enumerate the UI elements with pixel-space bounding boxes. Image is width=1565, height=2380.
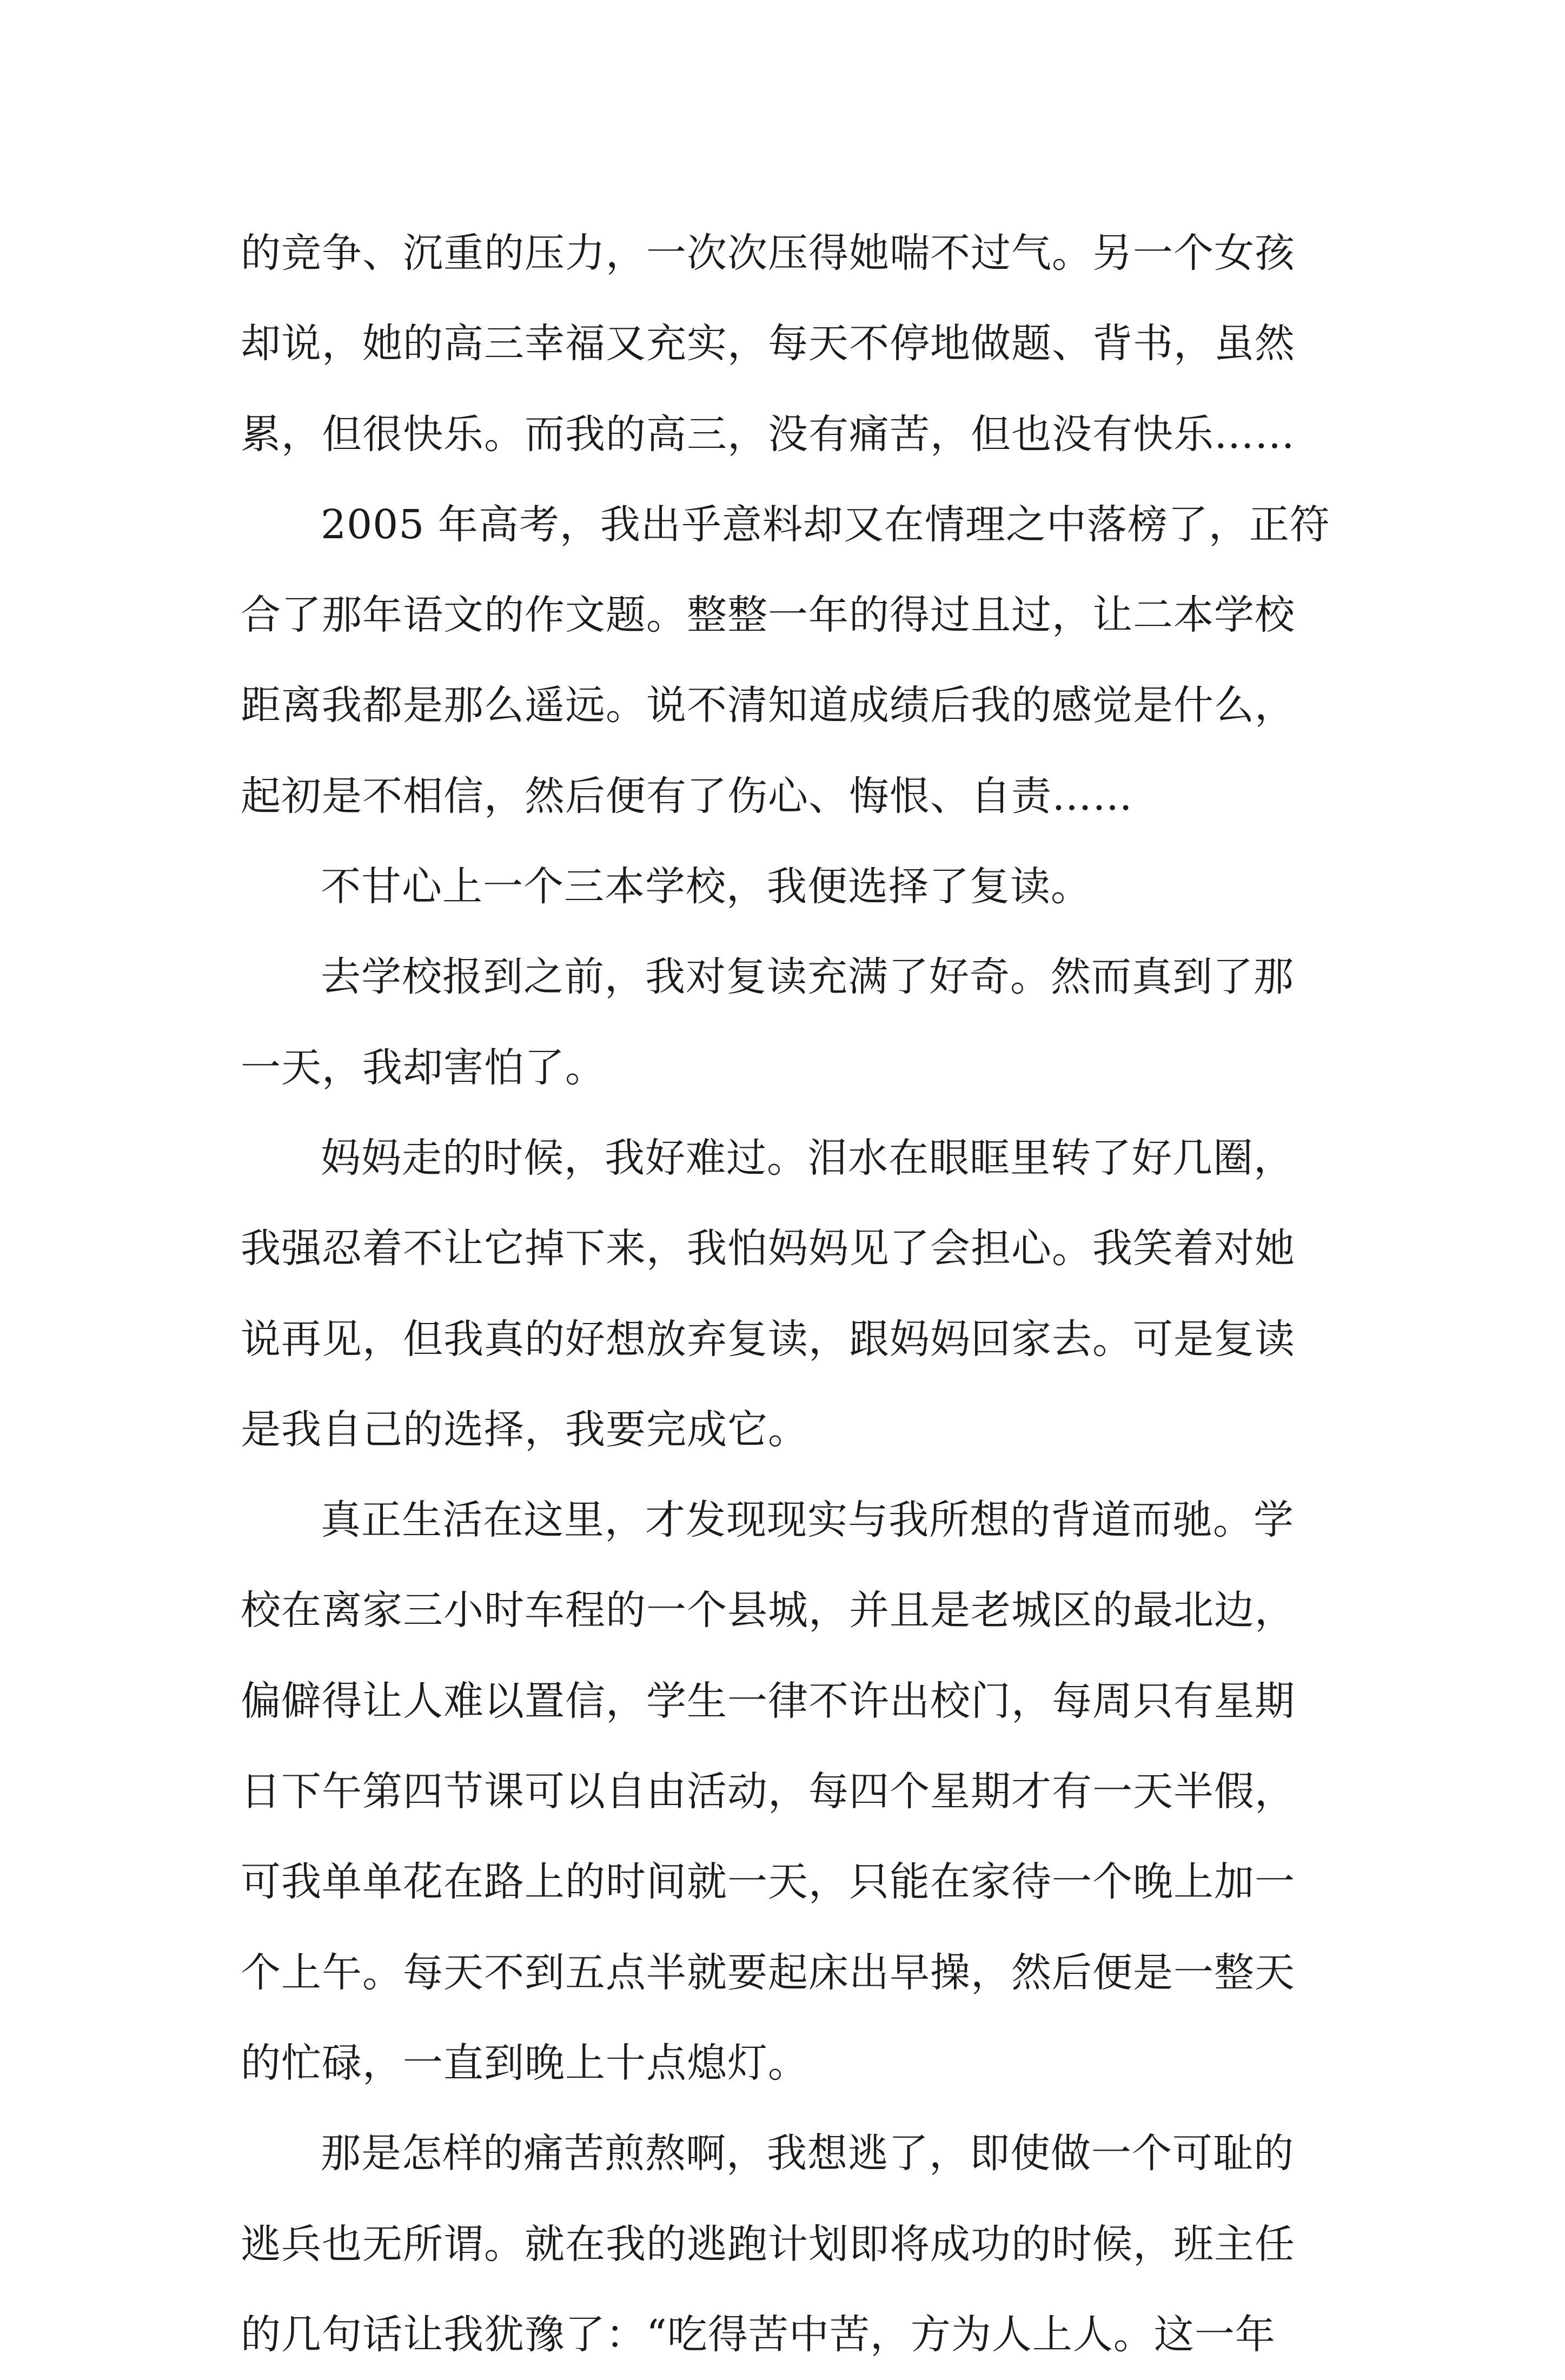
text-line: 偏僻得让人难以置信，学生一律不许出校门，每周只有星期 (241, 1677, 1295, 1724)
body-text (241, 208, 1328, 2380)
paragraph-first-line: 真正生活在这里，才发现现实与我所想的背道而驰。学 (321, 1497, 1294, 1544)
text-line: 的竞争、沉重的压力，一次次压得她喘不过气。另一个女孩 (241, 230, 1295, 276)
text-line: 一天，我却害怕了。 (241, 1044, 606, 1091)
text-line: 距离我都是那么遥远。说不清知道成绩后我的感觉是什么， (241, 682, 1295, 729)
paragraph-first-line: 不甘心上一个三本学校，我便选择了复读。 (321, 863, 1091, 910)
text-line: 说再见，但我真的好想放弃复读，跟妈妈回家去。可是复读 (241, 1315, 1295, 1363)
text-line: 可我单单花在路上的时间就一天，只能在家待一个晚上加一 (241, 1859, 1295, 1906)
paragraph-first-line: 那是怎样的痛苦煎熬啊，我想逃了，即使做一个可耻的 (321, 2130, 1294, 2177)
text-line: 起初是不相信，然后便有了伤心、悔恨、自责…… (241, 772, 1133, 819)
text-line: 累，但很快乐。而我的高三，没有痛苦，但也没有快乐…… (241, 411, 1295, 458)
text-line: 逃兵也无所谓。就在我的逃跑计划即将成功的时候，班主任 (241, 2220, 1295, 2267)
text-line: 的忙碌，一直到晚上十点熄灯。 (241, 2039, 808, 2086)
text-line: 我强忍着不让它掉下来，我怕妈妈见了会担心。我笑着对她 (241, 1225, 1295, 1272)
text-line: 却说，她的高三幸福又充实，每天不停地做题、背书，虽然 (241, 320, 1295, 367)
text-line: 日下午第四节课可以自由活动，每四个星期才有一天半假， (241, 1768, 1295, 1815)
paragraph-first-line: 去学校报到之前，我对复读充满了好奇。然而真到了那 (321, 954, 1294, 1001)
text-line: 个上午。每天不到五点半就要起床出早操，然后便是一整天 (241, 1949, 1295, 1996)
text-line: 是我自己的选择，我要完成它。 (241, 1406, 808, 1453)
text-line: 的几句话让我犹豫了：“吃得苦中苦，方为人上人。这一年 (241, 2311, 1276, 2358)
text-line: 校在离家三小时车程的一个县城，并且是老城区的最北边， (241, 1587, 1295, 1634)
text-line: 合了那年语文的作文题。整整一年的得过且过，让二本学校 (241, 592, 1295, 639)
paragraph-first-line: 2005 年高考，我出乎意料却又在情理之中落榜了，正符 (321, 501, 1330, 548)
paragraph-first-line: 妈妈走的时候，我好难过。泪水在眼眶里转了好几圈， (321, 1134, 1294, 1181)
